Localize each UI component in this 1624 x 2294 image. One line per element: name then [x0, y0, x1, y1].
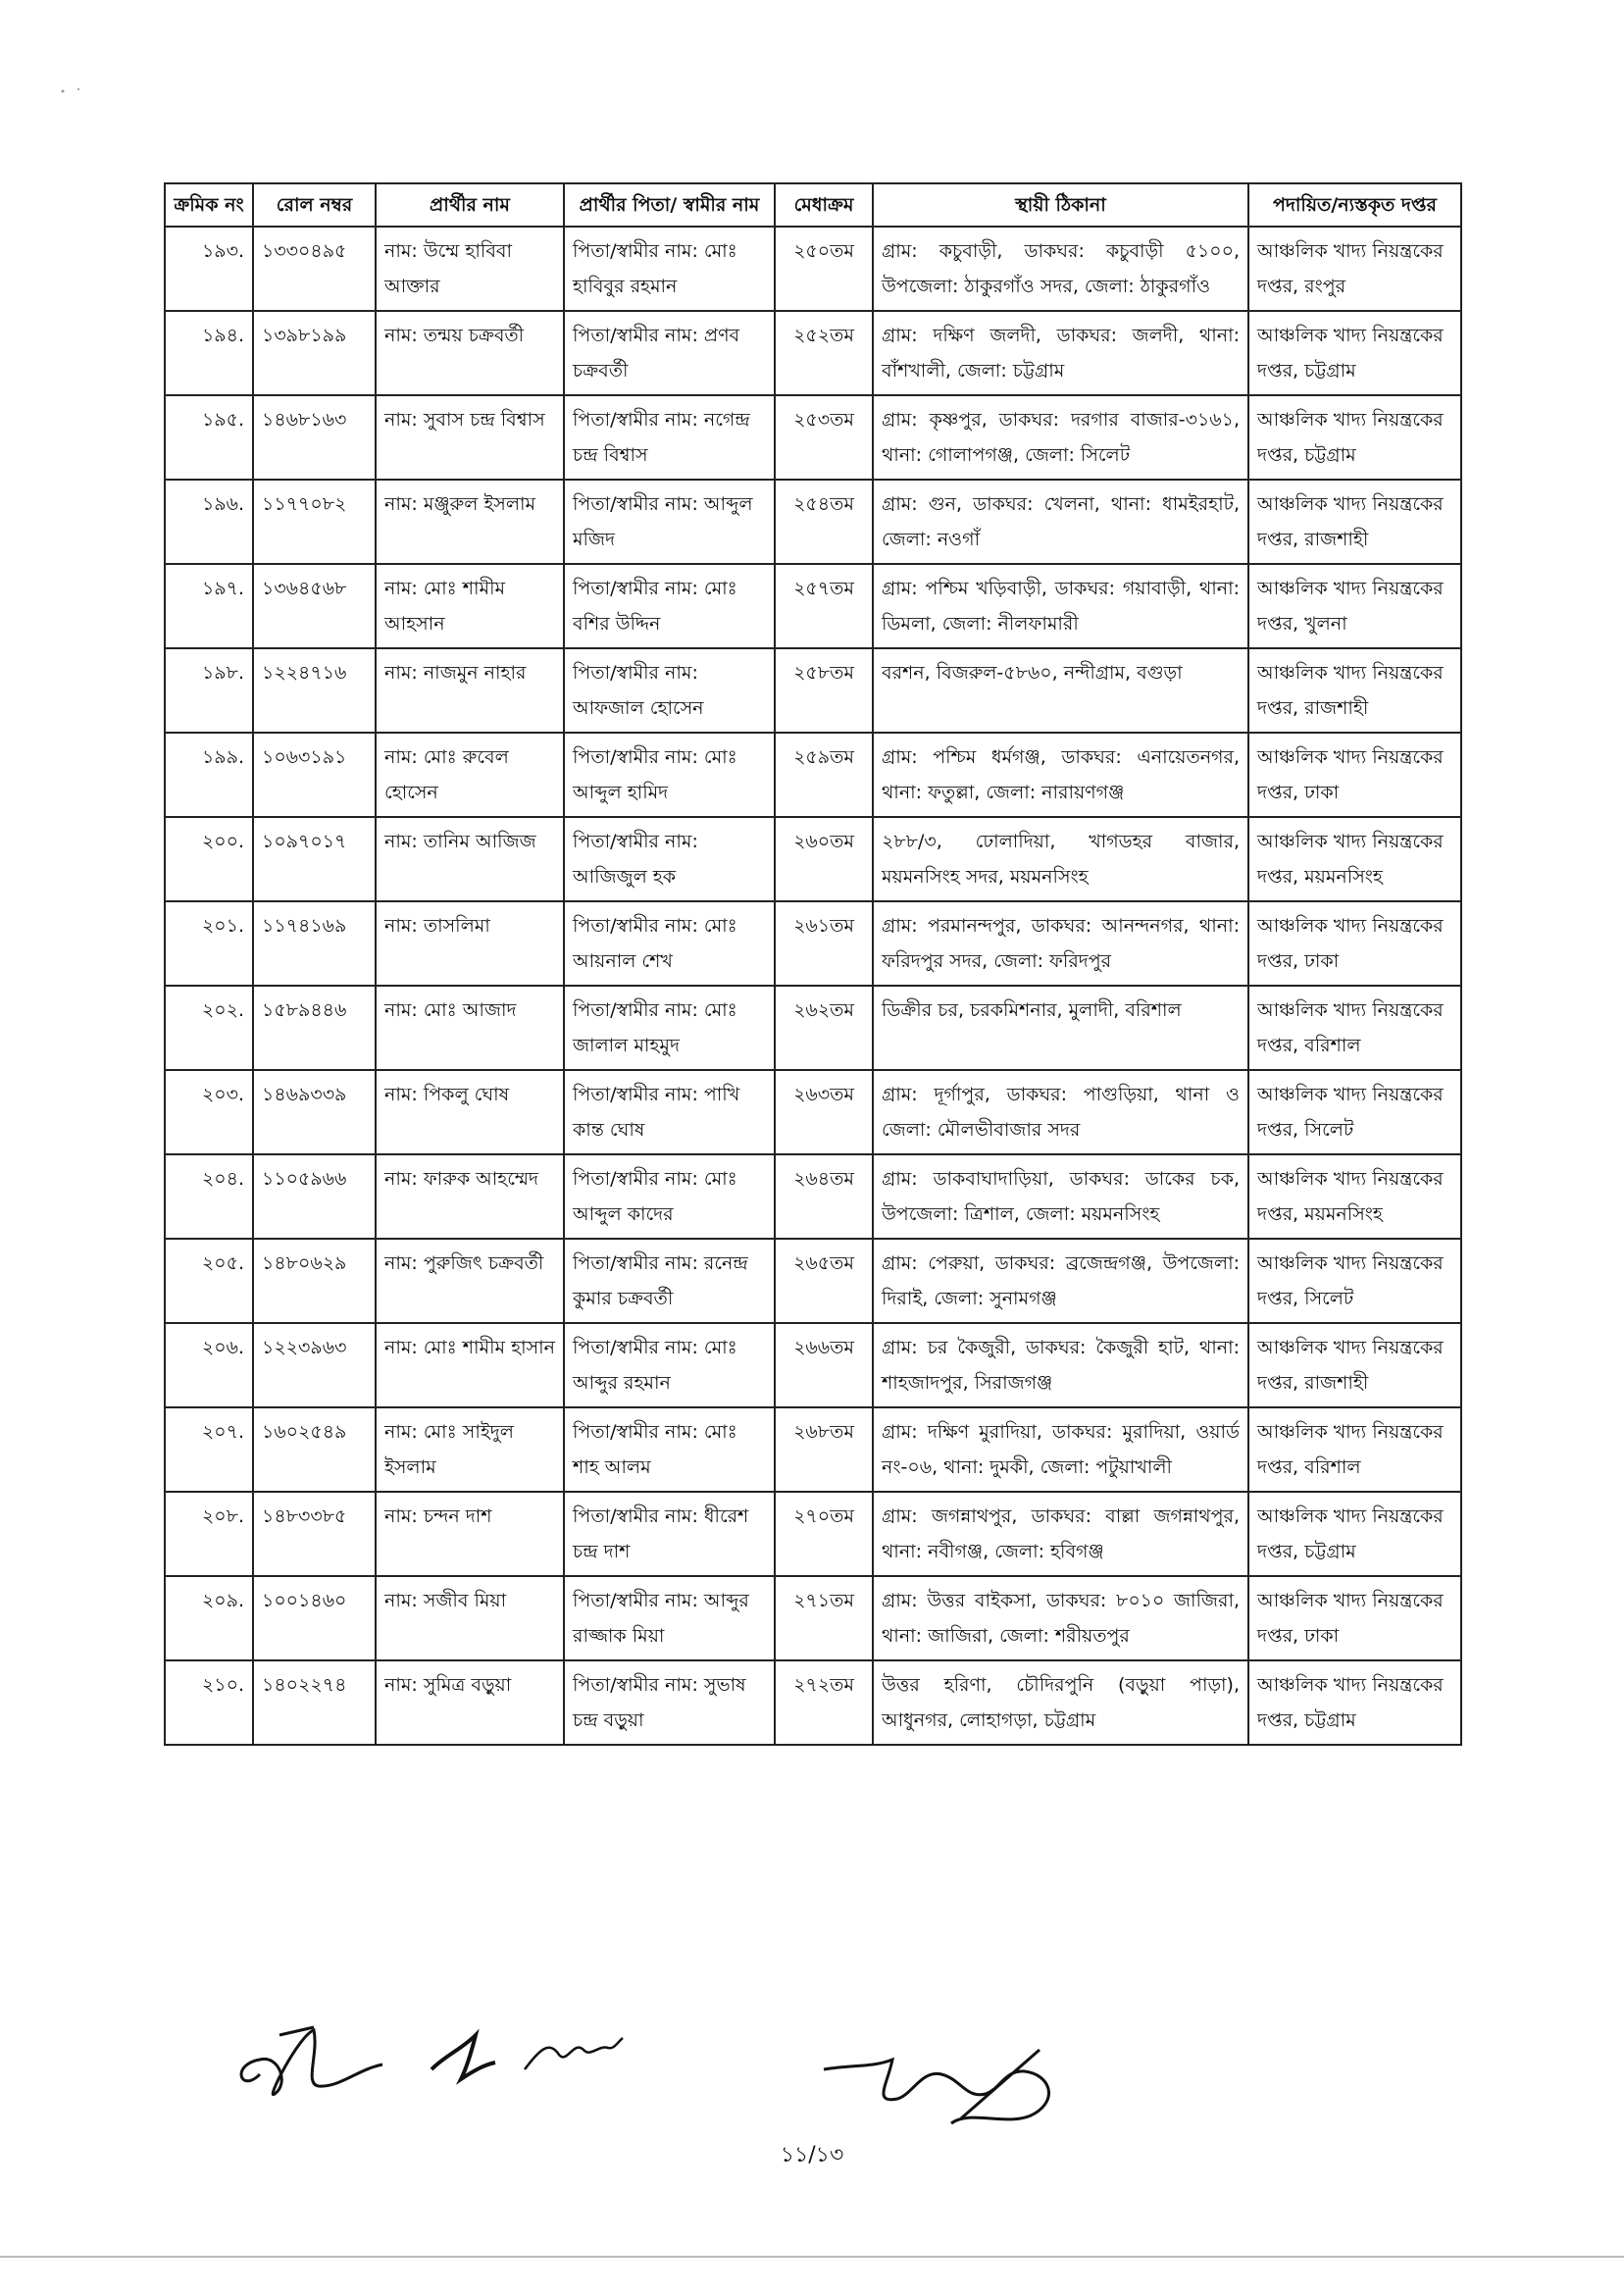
cell-sl: ২০৭. — [165, 1407, 253, 1492]
cell-name: নাম: সুমিত্র বড়ুয়া — [376, 1660, 564, 1745]
cell-name: নাম: ফারুক আহম্মেদ — [376, 1154, 564, 1239]
table-row — [165, 986, 1461, 1070]
cell-merit: ২৬১তম — [775, 901, 873, 986]
cell-office: আঞ্চলিক খাদ্য নিয়ন্ত্রকের দপ্তর, সিলেট — [1248, 1239, 1461, 1323]
cell-merit: ২৫৩তম — [775, 395, 873, 480]
cell-roll: ১১৭৭০৮২ — [253, 480, 376, 564]
header-name: প্রার্থীর নাম — [376, 183, 564, 227]
cell-roll: ১৪৮৩৩৮৫ — [253, 1492, 376, 1576]
table-header-row — [165, 183, 1461, 227]
table-row — [165, 1154, 1461, 1239]
signature-2 — [422, 2025, 500, 2094]
cell-father: পিতা/স্বামীর নাম: মোঃ বশির উদ্দিন — [564, 564, 775, 648]
table-row — [165, 1323, 1461, 1407]
cell-sl: ২১০. — [165, 1660, 253, 1745]
scan-edge-line — [0, 2256, 1624, 2258]
cell-office: আঞ্চলিক খাদ্য নিয়ন্ত্রকের দপ্তর, সিলেট — [1248, 1070, 1461, 1154]
cell-roll: ১২২৩৯৬৩ — [253, 1323, 376, 1407]
cell-father: পিতা/স্বামীর নাম: মোঃ আব্দুর রহমান — [564, 1323, 775, 1407]
cell-name: নাম: তানিম আজিজ — [376, 817, 564, 901]
cell-sl: ২০১. — [165, 901, 253, 986]
cell-merit: ২৫৮তম — [775, 648, 873, 733]
cell-name: নাম: মোঃ শামীম হাসান — [376, 1323, 564, 1407]
cell-address: উত্তর হরিণা, চৌদিরপুনি (বড়ুয়া পাড়া), আধুনগর, লোহাগড়া, চট্টগ্রাম — [873, 1660, 1248, 1745]
cell-address: গ্রাম: জগন্নাথপুর, ডাকঘর: বাল্লা জগন্নাথপুর, থানা: নবীগঞ্জ, জেলা: হবিগঞ্জ — [873, 1492, 1248, 1576]
cell-sl: ১৯৮. — [165, 648, 253, 733]
cell-roll: ১৩৯৮১৯৯ — [253, 311, 376, 395]
cell-merit: ২৭১তম — [775, 1576, 873, 1660]
cell-roll: ১৩৩০৪৯৫ — [253, 227, 376, 311]
cell-office: আঞ্চলিক খাদ্য নিয়ন্ত্রকের দপ্তর, খুলনা — [1248, 564, 1461, 648]
scan-speck — [59, 86, 88, 94]
cell-office: আঞ্চলিক খাদ্য নিয়ন্ত্রকের দপ্তর, চট্টগ্রাম — [1248, 1492, 1461, 1576]
cell-sl: ১৯৯. — [165, 733, 253, 817]
cell-roll: ১৪৬৯৩৩৯ — [253, 1070, 376, 1154]
cell-roll: ১৪৬৮১৬৩ — [253, 395, 376, 480]
header-father: প্রার্থীর পিতা/ স্বামীর নাম — [564, 183, 775, 227]
table-row — [165, 901, 1461, 986]
cell-office: আঞ্চলিক খাদ্য নিয়ন্ত্রকের দপ্তর, ময়মনসিংহ — [1248, 817, 1461, 901]
signature-1 — [221, 2015, 387, 2114]
cell-sl: ২০৫. — [165, 1239, 253, 1323]
table-row — [165, 733, 1461, 817]
header-sl: ক্রমিক নং — [165, 183, 253, 227]
cell-office: আঞ্চলিক খাদ্য নিয়ন্ত্রকের দপ্তর, ঢাকা — [1248, 1576, 1461, 1660]
cell-address: গ্রাম: উত্তর বাইকসা, ডাকঘর: ৮০১০ জাজিরা, থানা: জাজিরা, জেলা: শরীয়তপুর — [873, 1576, 1248, 1660]
table-row — [165, 1407, 1461, 1492]
page-number: ১১/১৩ — [780, 2143, 844, 2167]
cell-office: আঞ্চলিক খাদ্য নিয়ন্ত্রকের দপ্তর, ময়মনসিংহ — [1248, 1154, 1461, 1239]
cell-name: নাম: মঞ্জুরুল ইসলাম — [376, 480, 564, 564]
cell-name: নাম: মোঃ আজাদ — [376, 986, 564, 1070]
header-office: পদায়িত/ন্যস্তকৃত দপ্তর — [1248, 183, 1461, 227]
cell-address: গ্রাম: ডাকবাঘাদাড়িয়া, ডাকঘর: ডাকের চক, উপজেলা: ত্রিশাল, জেলা: ময়মনসিংহ — [873, 1154, 1248, 1239]
table-row — [165, 1660, 1461, 1745]
cell-father: পিতা/স্বামীর নাম: রনেন্দ্র কুমার চক্রবর্তী — [564, 1239, 775, 1323]
cell-father: পিতা/স্বামীর নাম: পাখি কান্ত ঘোষ — [564, 1070, 775, 1154]
cell-name: নাম: উম্মে হাবিবা আক্তার — [376, 227, 564, 311]
cell-roll: ১৪৮০৬২৯ — [253, 1239, 376, 1323]
cell-address: গ্রাম: গুন, ডাকঘর: খেলনা, থানা: ধামইরহাট, জেলা: নওগাঁ — [873, 480, 1248, 564]
cell-name: নাম: সজীব মিয়া — [376, 1576, 564, 1660]
cell-name: নাম: সুবাস চন্দ্র বিশ্বাস — [376, 395, 564, 480]
cell-father: পিতা/স্বামীর নাম: মোঃ আয়নাল শেখ — [564, 901, 775, 986]
cell-address: গ্রাম: পশ্চিম খড়িবাড়ী, ডাকঘর: গয়াবাড়ী, থানা: ডিমলা, জেলা: নীলফামারী — [873, 564, 1248, 648]
signature-4 — [814, 2030, 1069, 2138]
cell-merit: ২৫৯তম — [775, 733, 873, 817]
table-row — [165, 1492, 1461, 1576]
cell-name: নাম: পুরুজিৎ চক্রবর্তী — [376, 1239, 564, 1323]
table-row — [165, 480, 1461, 564]
cell-office: আঞ্চলিক খাদ্য নিয়ন্ত্রকের দপ্তর, রাজশাহী — [1248, 648, 1461, 733]
cell-address: ২৮৮/৩, ঢোলাদিয়া, খাগডহর বাজার, ময়মনসিংহ সদর, ময়মনসিংহ — [873, 817, 1248, 901]
header-roll: রোল নম্বর — [253, 183, 376, 227]
cell-roll: ১০৯৭০১৭ — [253, 817, 376, 901]
table-row — [165, 1576, 1461, 1660]
cell-sl: ২০৬. — [165, 1323, 253, 1407]
cell-father: পিতা/স্বামীর নাম: আব্দুল মজিদ — [564, 480, 775, 564]
candidate-table — [164, 182, 1462, 1746]
cell-office: আঞ্চলিক খাদ্য নিয়ন্ত্রকের দপ্তর, চট্টগ্রাম — [1248, 395, 1461, 480]
cell-address: গ্রাম: চর কৈজুরী, ডাকঘর: কৈজুরী হাট, থানা: শাহজাদপুর, সিরাজগঞ্জ — [873, 1323, 1248, 1407]
cell-address: গ্রাম: দক্ষিণ মুরাদিয়া, ডাকঘর: মুরাদিয়া, ওয়ার্ড নং-০৬, থানা: দুমকী, জেলা: পটুয়াখালী — [873, 1407, 1248, 1492]
table-row — [165, 648, 1461, 733]
cell-sl: ২০৯. — [165, 1576, 253, 1660]
table-row — [165, 1239, 1461, 1323]
cell-name: নাম: চন্দন দাশ — [376, 1492, 564, 1576]
cell-father: পিতা/স্বামীর নাম: মোঃ জালাল মাহমুদ — [564, 986, 775, 1070]
cell-address: গ্রাম: কচুবাড়ী, ডাকঘর: কচুবাড়ী ৫১০০, উপজেলা: ঠাকুরগাঁও সদর, জেলা: ঠাকুরগাঁও — [873, 227, 1248, 311]
cell-father: পিতা/স্বামীর নাম: মোঃ আব্দুল হামিদ — [564, 733, 775, 817]
cell-sl: ১৯৭. — [165, 564, 253, 648]
cell-name: নাম: মোঃ সাইদুল ইসলাম — [376, 1407, 564, 1492]
table-row — [165, 227, 1461, 311]
signature-3 — [520, 2020, 628, 2079]
cell-roll: ১৬০২৫৪৯ — [253, 1407, 376, 1492]
cell-address: গ্রাম: দক্ষিণ জলদী, ডাকঘর: জলদী, থানা: বাঁশখালী, জেলা: চট্টগ্রাম — [873, 311, 1248, 395]
cell-roll: ১০০১৪৬০ — [253, 1576, 376, 1660]
cell-sl: ১৯৫. — [165, 395, 253, 480]
cell-address: গ্রাম: কৃষ্ণপুর, ডাকঘর: দরগার বাজার-৩১৬১, থানা: গোলাপগঞ্জ, জেলা: সিলেট — [873, 395, 1248, 480]
cell-roll: ১২২৪৭১৬ — [253, 648, 376, 733]
cell-merit: ২৬৫তম — [775, 1239, 873, 1323]
cell-merit: ২৬০তম — [775, 817, 873, 901]
cell-office: আঞ্চলিক খাদ্য নিয়ন্ত্রকের দপ্তর, বরিশাল — [1248, 1407, 1461, 1492]
cell-merit: ২৫০তম — [775, 227, 873, 311]
table-row — [165, 311, 1461, 395]
cell-name: নাম: মোঃ শামীম আহসান — [376, 564, 564, 648]
cell-sl: ২০৩. — [165, 1070, 253, 1154]
cell-merit: ২৭২তম — [775, 1660, 873, 1745]
cell-address: গ্রাম: দূর্গাপুর, ডাকঘর: পাগুড়িয়া, থানা ও জেলা: মৌলভীবাজার সদর — [873, 1070, 1248, 1154]
cell-office: আঞ্চলিক খাদ্য নিয়ন্ত্রকের দপ্তর, রংপুর — [1248, 227, 1461, 311]
cell-father: পিতা/স্বামীর নাম: আফজাল হোসেন — [564, 648, 775, 733]
cell-name: নাম: নাজমুন নাহার — [376, 648, 564, 733]
cell-father: পিতা/স্বামীর নাম: আব্দুর রাজ্জাক মিয়া — [564, 1576, 775, 1660]
cell-father: পিতা/স্বামীর নাম: মোঃ হাবিবুর রহমান — [564, 227, 775, 311]
cell-office: আঞ্চলিক খাদ্য নিয়ন্ত্রকের দপ্তর, ঢাকা — [1248, 901, 1461, 986]
cell-merit: ২৫৭তম — [775, 564, 873, 648]
cell-roll: ১৫৮৯৪৪৬ — [253, 986, 376, 1070]
table-row — [165, 1070, 1461, 1154]
cell-sl: ১৯৬. — [165, 480, 253, 564]
cell-merit: ২৫২তম — [775, 311, 873, 395]
cell-roll: ১১০৫৯৬৬ — [253, 1154, 376, 1239]
cell-address: গ্রাম: পরমানন্দপুর, ডাকঘর: আনন্দনগর, থানা: ফরিদপুর সদর, জেলা: ফরিদপুর — [873, 901, 1248, 986]
cell-father: পিতা/স্বামীর নাম: ধীরেশ চন্দ্র দাশ — [564, 1492, 775, 1576]
cell-father: পিতা/স্বামীর নাম: সুভাষ চন্দ্র বড়ুয়া — [564, 1660, 775, 1745]
cell-roll: ১৪০২২৭৪ — [253, 1660, 376, 1745]
cell-name: নাম: তন্ময় চক্রবর্তী — [376, 311, 564, 395]
cell-name: নাম: মোঃ রুবেল হোসেন — [376, 733, 564, 817]
cell-roll: ১৩৬৪৫৬৮ — [253, 564, 376, 648]
cell-merit: ২৬৩তম — [775, 1070, 873, 1154]
cell-father: পিতা/স্বামীর নাম: নগেন্দ্র চন্দ্র বিশ্বাস — [564, 395, 775, 480]
cell-office: আঞ্চলিক খাদ্য নিয়ন্ত্রকের দপ্তর, রাজশাহী — [1248, 480, 1461, 564]
cell-office: আঞ্চলিক খাদ্য নিয়ন্ত্রকের দপ্তর, বরিশাল — [1248, 986, 1461, 1070]
cell-father: পিতা/স্বামীর নাম: আজিজুল হক — [564, 817, 775, 901]
cell-roll: ১০৬৩১৯১ — [253, 733, 376, 817]
cell-sl: ২০৮. — [165, 1492, 253, 1576]
cell-address: ডিক্রীর চর, চরকমিশনার, মুলাদী, বরিশাল — [873, 986, 1248, 1070]
table-row — [165, 817, 1461, 901]
cell-sl: ২০২. — [165, 986, 253, 1070]
cell-sl: ১৯৪. — [165, 311, 253, 395]
cell-office: আঞ্চলিক খাদ্য নিয়ন্ত্রকের দপ্তর, রাজশাহী — [1248, 1323, 1461, 1407]
cell-office: আঞ্চলিক খাদ্য নিয়ন্ত্রকের দপ্তর, চট্টগ্রাম — [1248, 1660, 1461, 1745]
cell-merit: ২৬৬তম — [775, 1323, 873, 1407]
cell-address: গ্রাম: পশ্চিম ধর্মগঞ্জ, ডাকঘর: এনায়েতনগর, থানা: ফতুল্লা, জেলা: নারায়ণগঞ্জ — [873, 733, 1248, 817]
cell-address: বরশন, বিজরুল-৫৮৬০, নন্দীগ্রাম, বগুড়া — [873, 648, 1248, 733]
cell-merit: ২৬৪তম — [775, 1154, 873, 1239]
cell-name: নাম: পিকলু ঘোষ — [376, 1070, 564, 1154]
cell-merit: ২৭০তম — [775, 1492, 873, 1576]
cell-father: পিতা/স্বামীর নাম: মোঃ শাহ আলম — [564, 1407, 775, 1492]
cell-merit: ২৫৪তম — [775, 480, 873, 564]
header-merit: মেধাক্রম — [775, 183, 873, 227]
cell-sl: ২০৪. — [165, 1154, 253, 1239]
cell-merit: ২৬৮তম — [775, 1407, 873, 1492]
cell-name: নাম: তাসলিমা — [376, 901, 564, 986]
cell-office: আঞ্চলিক খাদ্য নিয়ন্ত্রকের দপ্তর, ঢাকা — [1248, 733, 1461, 817]
cell-father: পিতা/স্বামীর নাম: মোঃ আব্দুল কাদের — [564, 1154, 775, 1239]
table-row — [165, 395, 1461, 480]
cell-sl: ১৯৩. — [165, 227, 253, 311]
header-address: স্থায়ী ঠিকানা — [873, 183, 1248, 227]
table-body — [165, 227, 1461, 1745]
cell-roll: ১১৭৪১৬৯ — [253, 901, 376, 986]
table-row — [165, 564, 1461, 648]
cell-sl: ২০০. — [165, 817, 253, 901]
cell-merit: ২৬২তম — [775, 986, 873, 1070]
cell-office: আঞ্চলিক খাদ্য নিয়ন্ত্রকের দপ্তর, চট্টগ্রাম — [1248, 311, 1461, 395]
cell-address: গ্রাম: পেরুয়া, ডাকঘর: ব্রজেন্দ্রগঞ্জ, উপজেলা: দিরাই, জেলা: সুনামগঞ্জ — [873, 1239, 1248, 1323]
cell-father: পিতা/স্বামীর নাম: প্রণব চক্রবর্তী — [564, 311, 775, 395]
